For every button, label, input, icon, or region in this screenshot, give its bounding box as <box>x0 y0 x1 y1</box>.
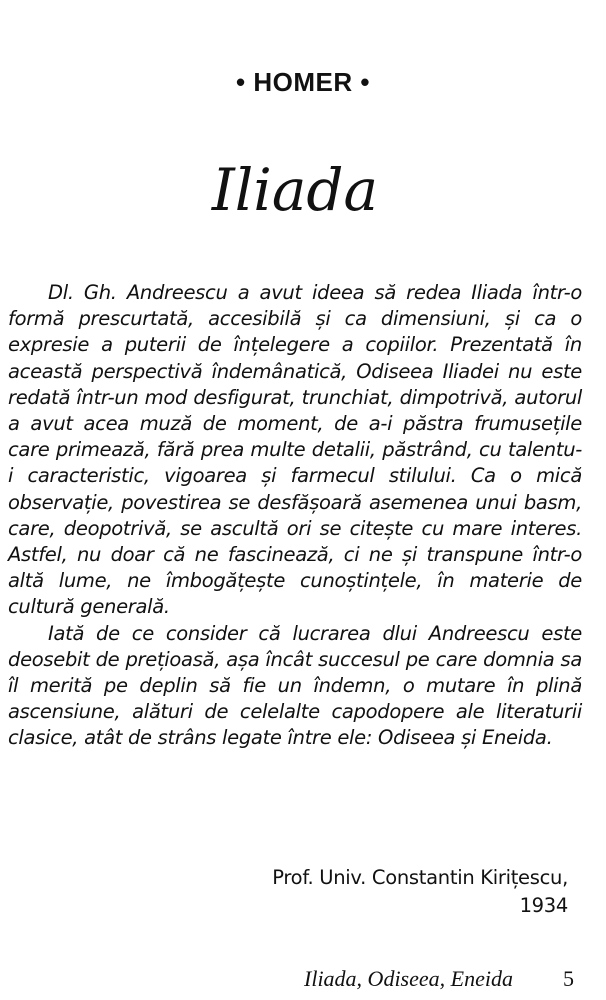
signature-name: Prof. Univ. Constantin Kirițescu, <box>272 866 568 889</box>
paragraph: Iată de ce consider că lucrarea dlui Andreescu este deosebit de prețioasă, așa încât succesul pe care domnia sa îl merită pe deplin să fie un îndemn, o mutare în plină ascensiune, alături de celelalte capodopere ale literaturii clasice, atât de strâns legate între ele: Odiseea și Eneida. <box>8 621 582 750</box>
running-title: Iliada, Odiseea, Eneida <box>304 966 513 991</box>
paragraph: Dl. Gh. Andreescu a avut ideea să redea Iliada într-o formă prescurtată, accesibilă și ca dimensiuni, și ca o expresie a puterii de înțelegere a copiilor. Prezentată în această perspectivă îndemânatică, Odiseea Iliadei nu este redată într-un mod desfigurat, trunchiat, dimpotrivă, autorul a avut acea muză de moment, de a-i păstra frumusețile care primează, fără prea multe detalii, păstrând, cu talentu-i caracteristic, vigoarea și farmecul stilului. Ca o mică observație, povestirea se desfășoară asemenea unui basm, care, deopotrivă, se ascultă ori se citește cu mare interes. Astfel, nu doar că ne fascinează, ci ne și transpune într-o altă lume, ne îmbogățește cunoștințele, în materie de cultură generală. <box>8 281 582 619</box>
page-footer <box>0 966 606 996</box>
preface-text <box>8 280 582 752</box>
signature-block <box>272 864 568 920</box>
author-heading: • HOMER • <box>236 67 370 97</box>
signature-year: 1934 <box>519 894 568 917</box>
page-number: 5 <box>563 966 574 991</box>
book-title: Iliada <box>211 156 379 224</box>
